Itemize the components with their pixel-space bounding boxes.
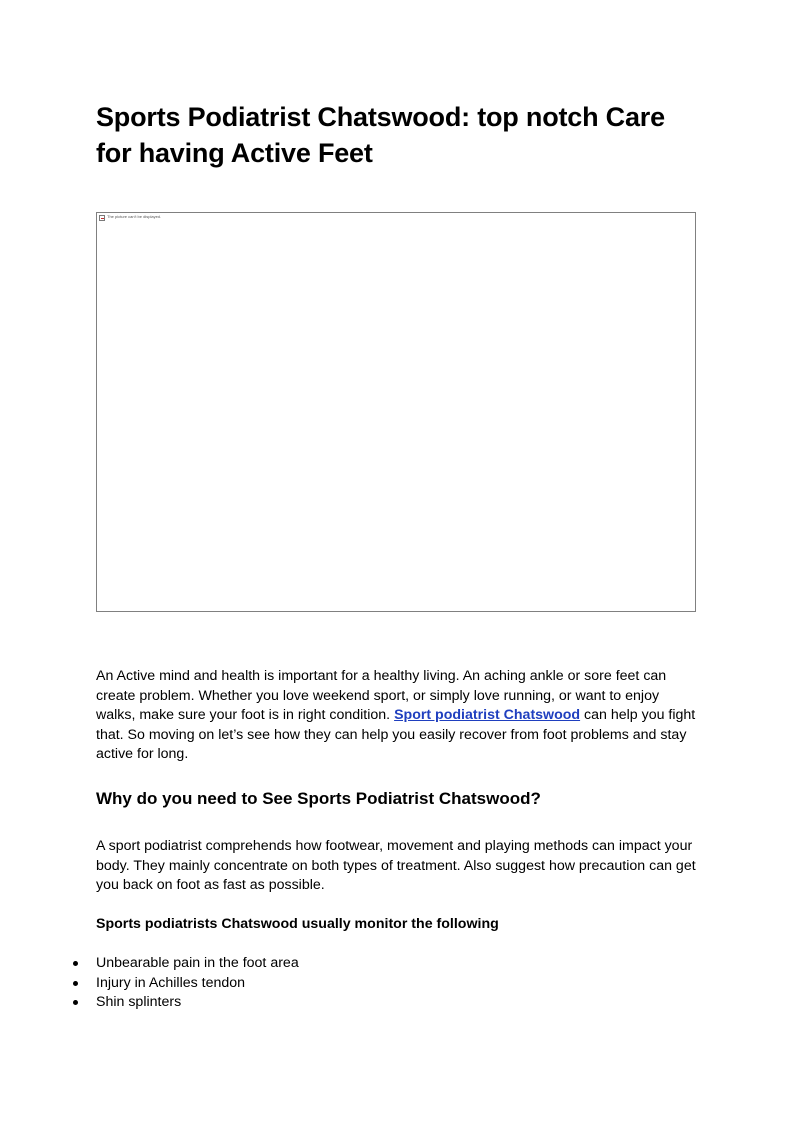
sport-podiatrist-link[interactable]: Sport podiatrist Chatswood <box>394 707 581 724</box>
section-heading: Why do you need to See Sports Podiatrist Chatswood? <box>96 789 541 808</box>
intro-text-end: can help you fight that. So moving on let’s see how they can help you easily recover from foot problems and stay active for long. <box>96 707 696 763</box>
image-placeholder <box>96 212 696 612</box>
list-item-text: Unbearable pain in the foot area <box>96 955 299 971</box>
image-placeholder-caption: The picture can't be displayed. <box>107 214 162 219</box>
section-paragraph: A sport podiatrist comprehends how footwear, movement and playing methods can impact your body. They mainly concentrate on both types of treatment. Also suggest how precaution can get you back on foot as fast as possible. <box>96 838 696 894</box>
list-item <box>0 954 299 974</box>
list-item <box>0 974 299 994</box>
monitor-heading: Sports podiatrists Chatswood usually monitor the following <box>96 916 499 932</box>
monitor-list <box>0 954 299 1013</box>
broken-image-icon <box>99 215 105 221</box>
list-item <box>0 993 299 1013</box>
bullet-icon <box>73 961 78 966</box>
intro-text-start: An Active mind and health is important for a healthy living. An aching ankle or sore feet can create problem. Whether you love weekend sport, or simply love running, or want to enjoy walks, make sure your foot is in right condition. <box>96 668 667 724</box>
bullet-icon <box>73 981 78 986</box>
list-item-text: Injury in Achilles tendon <box>96 974 246 991</box>
document-title: Sports Podiatrist Chatswood: top notch Care for having Active Feet <box>96 102 665 168</box>
intro-paragraph <box>96 667 698 765</box>
bullet-icon <box>73 1000 78 1005</box>
list-item-text: Shin splinters <box>96 994 182 1011</box>
